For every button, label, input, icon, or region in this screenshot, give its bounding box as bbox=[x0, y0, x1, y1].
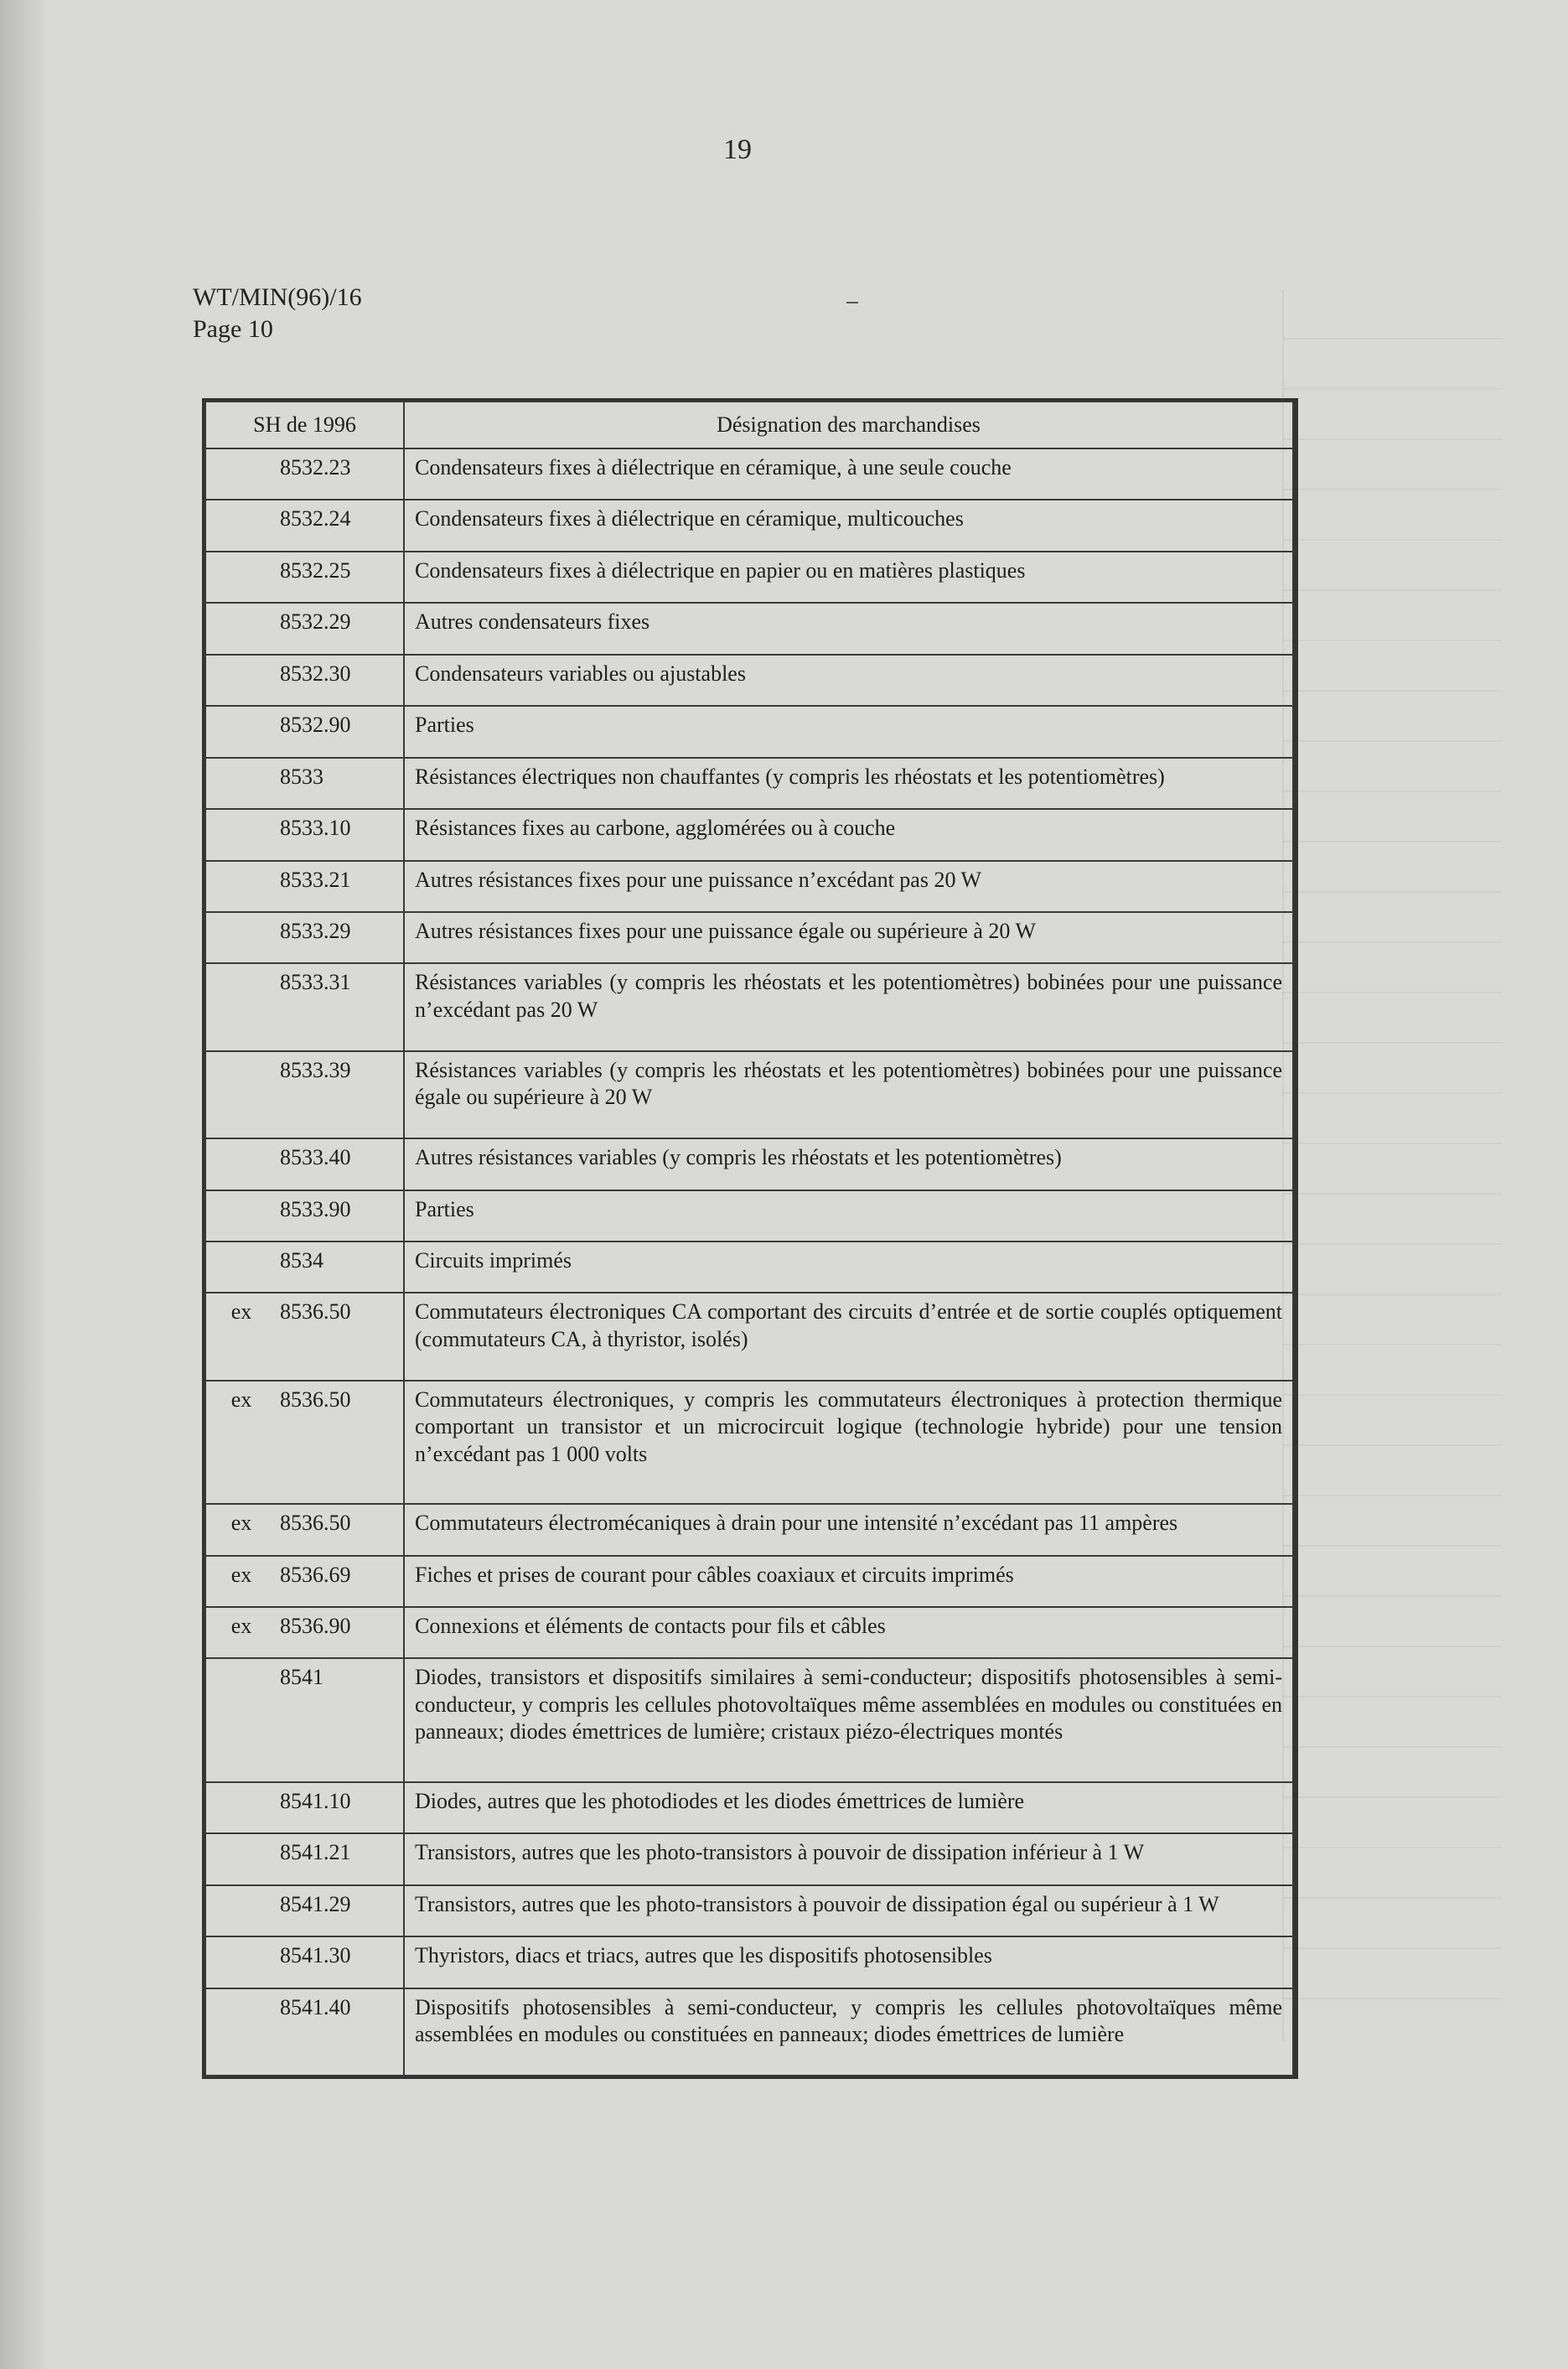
ex-marker: ex bbox=[230, 1387, 252, 1412]
table-row bbox=[205, 1138, 1293, 1190]
table-row bbox=[205, 963, 1293, 1050]
goods-description: Résistances variables (y compris les rhéostats et les potentiomètres) bobinées pour une puissance n’excédant pas 20 W bbox=[404, 963, 1293, 1050]
ex-marker bbox=[211, 557, 272, 585]
hs-code: 8536.90 bbox=[280, 1614, 351, 1638]
hs-code-cell bbox=[205, 1556, 404, 1607]
goods-description: Résistances variables (y compris les rhéostats et les potentiomètres) bobinées pour une puissance égale ou supérieure à 20 W bbox=[404, 1051, 1293, 1138]
table-row bbox=[205, 1381, 1293, 1504]
ex-marker: ex bbox=[230, 1614, 252, 1638]
table-row bbox=[205, 912, 1293, 963]
hs-code: 8533.39 bbox=[280, 1057, 351, 1082]
ex-marker bbox=[211, 1839, 272, 1867]
ex-marker bbox=[211, 609, 272, 636]
hs-code-cell bbox=[205, 1504, 404, 1555]
table-row bbox=[205, 1190, 1293, 1242]
goods-description: Diodes, autres que les photodiodes et les diodes émettrices de lumière bbox=[404, 1782, 1293, 1833]
hs-code-cell bbox=[205, 912, 404, 963]
hs-code: 8536.50 bbox=[280, 1511, 351, 1536]
ex-marker bbox=[211, 764, 272, 791]
table-row bbox=[205, 1293, 1293, 1380]
hs-code-cell bbox=[205, 1833, 404, 1884]
goods-description: Résistances électriques non chauffantes (y compris les rhéostats et les potentiomètres) bbox=[404, 758, 1293, 809]
hs-code-cell bbox=[205, 1138, 404, 1190]
goods-description: Parties bbox=[404, 706, 1293, 757]
table-row bbox=[205, 861, 1293, 912]
hs-code: 8533.40 bbox=[280, 1145, 351, 1170]
hs-code: 8532.23 bbox=[280, 455, 351, 480]
hs-code-cell bbox=[205, 1936, 404, 1988]
hs-code-cell bbox=[205, 1658, 404, 1781]
page-label: Page 10 bbox=[193, 315, 273, 343]
goods-description: Thyristors, diacs et triacs, autres que les dispositifs photosensibles bbox=[404, 1936, 1293, 1988]
hs-code: 8541.30 bbox=[280, 1943, 351, 1968]
ex-marker bbox=[211, 1664, 272, 1692]
header-hs-code: SH de 1996 bbox=[205, 402, 404, 448]
hs-code-cell bbox=[205, 963, 404, 1050]
scan-edge-shadow bbox=[0, 0, 49, 2369]
ex-marker bbox=[211, 661, 272, 688]
stray-mark bbox=[846, 302, 858, 303]
hs-code-cell bbox=[205, 1782, 404, 1833]
goods-description: Commutateurs électromécaniques à drain pour une intensité n’excédant pas 11 ampères bbox=[404, 1504, 1293, 1555]
goods-description: Condensateurs fixes à diélectrique en céramique, multicouches bbox=[404, 500, 1293, 551]
table-row bbox=[205, 448, 1293, 500]
ex-marker bbox=[211, 815, 272, 842]
ex-marker bbox=[211, 1788, 272, 1816]
table-row bbox=[205, 1885, 1293, 1936]
hs-code-cell bbox=[205, 603, 404, 654]
goods-description: Transistors, autres que les photo-transistors à pouvoir de dissipation inférieur à 1 W bbox=[404, 1833, 1293, 1884]
table-row bbox=[205, 1504, 1293, 1555]
goods-description: Circuits imprimés bbox=[404, 1242, 1293, 1293]
ex-marker bbox=[211, 918, 272, 946]
hs-code: 8541.10 bbox=[280, 1788, 351, 1813]
table-row bbox=[205, 706, 1293, 757]
hs-code: 8532.29 bbox=[280, 609, 351, 635]
hs-code: 8532.90 bbox=[280, 713, 351, 738]
hs-code-cell bbox=[205, 758, 404, 809]
page-number: 19 bbox=[723, 134, 752, 165]
goods-description: Connexions et éléments de contacts pour fils et câbles bbox=[404, 1607, 1293, 1658]
goods-description: Condensateurs fixes à diélectrique en papier ou en matières plastiques bbox=[404, 552, 1293, 603]
table-row bbox=[205, 603, 1293, 654]
table-row bbox=[205, 758, 1293, 809]
hs-code: 8532.25 bbox=[280, 557, 351, 583]
ex-marker bbox=[211, 1942, 272, 1970]
ex-marker bbox=[211, 505, 272, 533]
ex-marker bbox=[211, 1994, 272, 2022]
hs-code-cell bbox=[205, 706, 404, 757]
ex-marker: ex bbox=[230, 1562, 252, 1587]
hs-code: 8533.90 bbox=[280, 1196, 351, 1221]
hs-code-cell bbox=[205, 552, 404, 603]
ex-marker bbox=[211, 1057, 272, 1085]
bleed-through-page bbox=[1282, 289, 1502, 2041]
table-row bbox=[205, 1242, 1293, 1293]
goods-description: Transistors, autres que les photo-transistors à pouvoir de dissipation égal ou supérieur à 1 W bbox=[404, 1885, 1293, 1936]
ex-marker bbox=[211, 712, 272, 739]
hs-code: 8541 bbox=[280, 1665, 323, 1690]
header-description: Désignation des marchandises bbox=[404, 402, 1293, 448]
hs-code-cell bbox=[205, 1051, 404, 1138]
goods-description: Fiches et prises de courant pour câbles coaxiaux et circuits imprimés bbox=[404, 1556, 1293, 1607]
table-row bbox=[205, 1556, 1293, 1607]
hs-code-cell bbox=[205, 1190, 404, 1242]
hs-code: 8536.69 bbox=[280, 1562, 351, 1587]
table-row bbox=[205, 1658, 1293, 1781]
ex-marker: ex bbox=[230, 1511, 252, 1536]
hs-code: 8533 bbox=[280, 764, 323, 789]
ex-marker bbox=[211, 1196, 272, 1224]
goods-description: Autres résistances fixes pour une puissance n’excédant pas 20 W bbox=[404, 861, 1293, 912]
goods-description: Dispositifs photosensibles à semi-conducteur, y compris les cellules photovoltaïques même assemblées en modules ou constituées en panneaux; diodes émettrices de lumière bbox=[404, 1988, 1293, 2076]
hs-code: 8533.10 bbox=[280, 816, 351, 841]
goods-description: Autres condensateurs fixes bbox=[404, 603, 1293, 654]
table-header-row bbox=[205, 402, 1293, 448]
goods-description: Résistances fixes au carbone, agglomérées ou à couche bbox=[404, 809, 1293, 860]
goods-description: Autres résistances variables (y compris les rhéostats et les potentiomètres) bbox=[404, 1138, 1293, 1190]
table-row bbox=[205, 552, 1293, 603]
goods-description: Condensateurs variables ou ajustables bbox=[404, 655, 1293, 706]
ex-marker bbox=[211, 1891, 272, 1919]
hs-code: 8541.29 bbox=[280, 1891, 351, 1916]
table-row bbox=[205, 500, 1293, 551]
hs-code: 8532.24 bbox=[280, 506, 351, 531]
hs-code-cell bbox=[205, 448, 404, 500]
goods-description: Autres résistances fixes pour une puissance égale ou supérieure à 20 W bbox=[404, 912, 1293, 963]
hs-code: 8536.50 bbox=[280, 1299, 351, 1324]
hs-code-cell bbox=[205, 1885, 404, 1936]
table-row bbox=[205, 1988, 1293, 2076]
hs-code-cell bbox=[205, 809, 404, 860]
hs-code-cell bbox=[205, 1988, 404, 2076]
hs-code: 8541.40 bbox=[280, 1994, 351, 2019]
ex-marker bbox=[211, 454, 272, 482]
table-row bbox=[205, 809, 1293, 860]
table-row bbox=[205, 655, 1293, 706]
hs-code: 8533.31 bbox=[280, 970, 351, 995]
hs-code-cell bbox=[205, 500, 404, 551]
hs-code-cell bbox=[205, 1381, 404, 1504]
hs-code: 8533.29 bbox=[280, 918, 351, 943]
table-row bbox=[205, 1936, 1293, 1988]
ex-marker bbox=[211, 867, 272, 894]
hs-code: 8536.50 bbox=[280, 1387, 351, 1412]
hs-code-cell bbox=[205, 1242, 404, 1293]
hs-code: 8533.21 bbox=[280, 867, 351, 892]
goods-description: Parties bbox=[404, 1190, 1293, 1242]
goods-description: Condensateurs fixes à diélectrique en céramique, à une seule couche bbox=[404, 448, 1293, 500]
table-row bbox=[205, 1782, 1293, 1833]
hs-code: 8541.21 bbox=[280, 1840, 351, 1865]
goods-table bbox=[202, 398, 1298, 2079]
table-body bbox=[205, 448, 1293, 2076]
document-code: WT/MIN(96)/16 bbox=[193, 283, 362, 311]
goods-description: Commutateurs électroniques CA comportant des circuits d’entrée et de sortie couplés optiquement (commutateurs CA, à thyristor, isolés) bbox=[404, 1293, 1293, 1380]
table-row bbox=[205, 1051, 1293, 1138]
ex-marker bbox=[211, 1247, 272, 1275]
goods-description: Commutateurs électroniques, y compris les commutateurs électroniques à protection thermique comportant un transistor et un microcircuit logique (technologie hybride) pour une tension n’excédant pas 1 000 volts bbox=[404, 1381, 1293, 1504]
hs-code-cell bbox=[205, 1293, 404, 1380]
hs-code-cell bbox=[205, 655, 404, 706]
table-row bbox=[205, 1833, 1293, 1884]
ex-marker bbox=[211, 1144, 272, 1172]
hs-code-cell bbox=[205, 861, 404, 912]
table-row bbox=[205, 1607, 1293, 1658]
ex-marker: ex bbox=[230, 1299, 252, 1324]
ex-marker bbox=[211, 969, 272, 997]
goods-description: Diodes, transistors et dispositifs similaires à semi-conducteur; dispositifs photosensibles à semi-conducteur, y compris les cellules photovoltaïques même assemblées en modules ou constituées en panneaux; diodes émettrices de lumière; cristaux piézo-électriques montés bbox=[404, 1658, 1293, 1781]
hs-code-cell bbox=[205, 1607, 404, 1658]
hs-code: 8534 bbox=[280, 1248, 323, 1273]
hs-code: 8532.30 bbox=[280, 661, 351, 686]
